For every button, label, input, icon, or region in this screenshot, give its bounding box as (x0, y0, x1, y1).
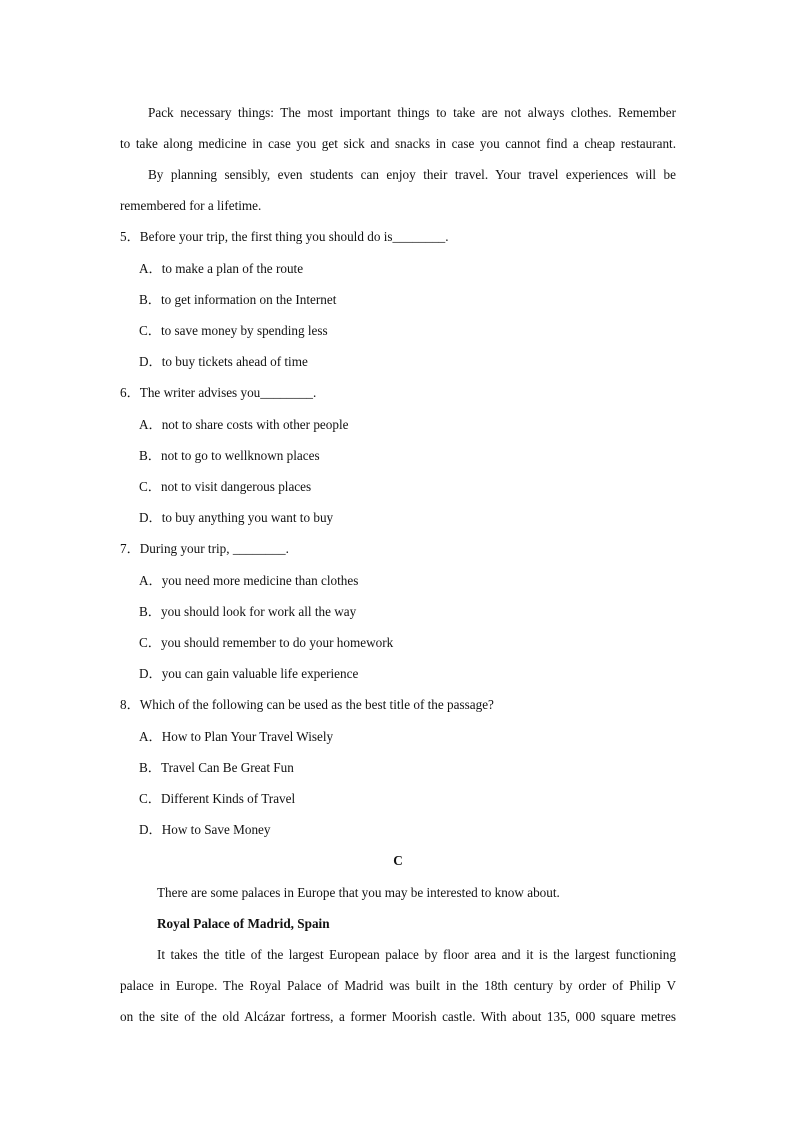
answer-option: B．Travel Can Be Great Fun (139, 760, 294, 775)
answer-option: D．How to Save Money (139, 822, 271, 837)
answer-option: C．not to visit dangerous places (139, 479, 312, 494)
question-stem: 6．The writer advises you________. (120, 385, 317, 400)
section-heading: C (393, 853, 403, 868)
paragraph-line: to take along medicine in case you get sick and snacks in case you cannot find a cheap restaurant. (120, 136, 676, 151)
answer-option: A．not to share costs with other people (139, 417, 349, 432)
answer-option: B．not to go to wellknown places (139, 448, 320, 463)
section-subheading: Royal Palace of Madrid, Spain (157, 916, 330, 931)
paragraph-line: Pack necessary things: The most important things to take are not always clothes. Remember (148, 105, 676, 120)
answer-option: B．you should look for work all the way (139, 604, 357, 619)
answer-option: A．you need more medicine than clothes (139, 573, 359, 588)
paragraph-line: There are some palaces in Europe that you may be interested to know about. (157, 885, 560, 900)
paragraph-line: remembered for a lifetime. (120, 198, 262, 213)
paragraph-line: palace in Europe. The Royal Palace of Madrid was built in the 18th century by order of Philip V (120, 978, 676, 993)
answer-option: D．to buy anything you want to buy (139, 510, 334, 525)
paragraph-line: on the site of the old Alcázar fortress, a former Moorish castle. With about 135, 000 square metres (120, 1009, 676, 1024)
paragraph-line: By planning sensibly, even students can enjoy their travel. Your travel experiences will be (148, 167, 676, 182)
question-stem: 7．During your trip, ________. (120, 541, 289, 556)
answer-option: C．Different Kinds of Travel (139, 791, 296, 806)
answer-option: B．to get information on the Internet (139, 292, 337, 307)
answer-option: C．to save money by spending less (139, 323, 328, 338)
answer-option: A．to make a plan of the route (139, 261, 304, 276)
question-stem: 5．Before your trip, the first thing you should do is________. (120, 229, 449, 244)
paragraph-line: It takes the title of the largest European palace by floor area and it is the largest functioning (157, 947, 676, 962)
answer-option: A．How to Plan Your Travel Wisely (139, 729, 334, 744)
answer-option: D．you can gain valuable life experience (139, 666, 359, 681)
answer-option: D．to buy tickets ahead of time (139, 354, 308, 369)
answer-option: C．you should remember to do your homework (139, 635, 394, 650)
question-stem: 8．Which of the following can be used as the best title of the passage? (120, 697, 494, 712)
